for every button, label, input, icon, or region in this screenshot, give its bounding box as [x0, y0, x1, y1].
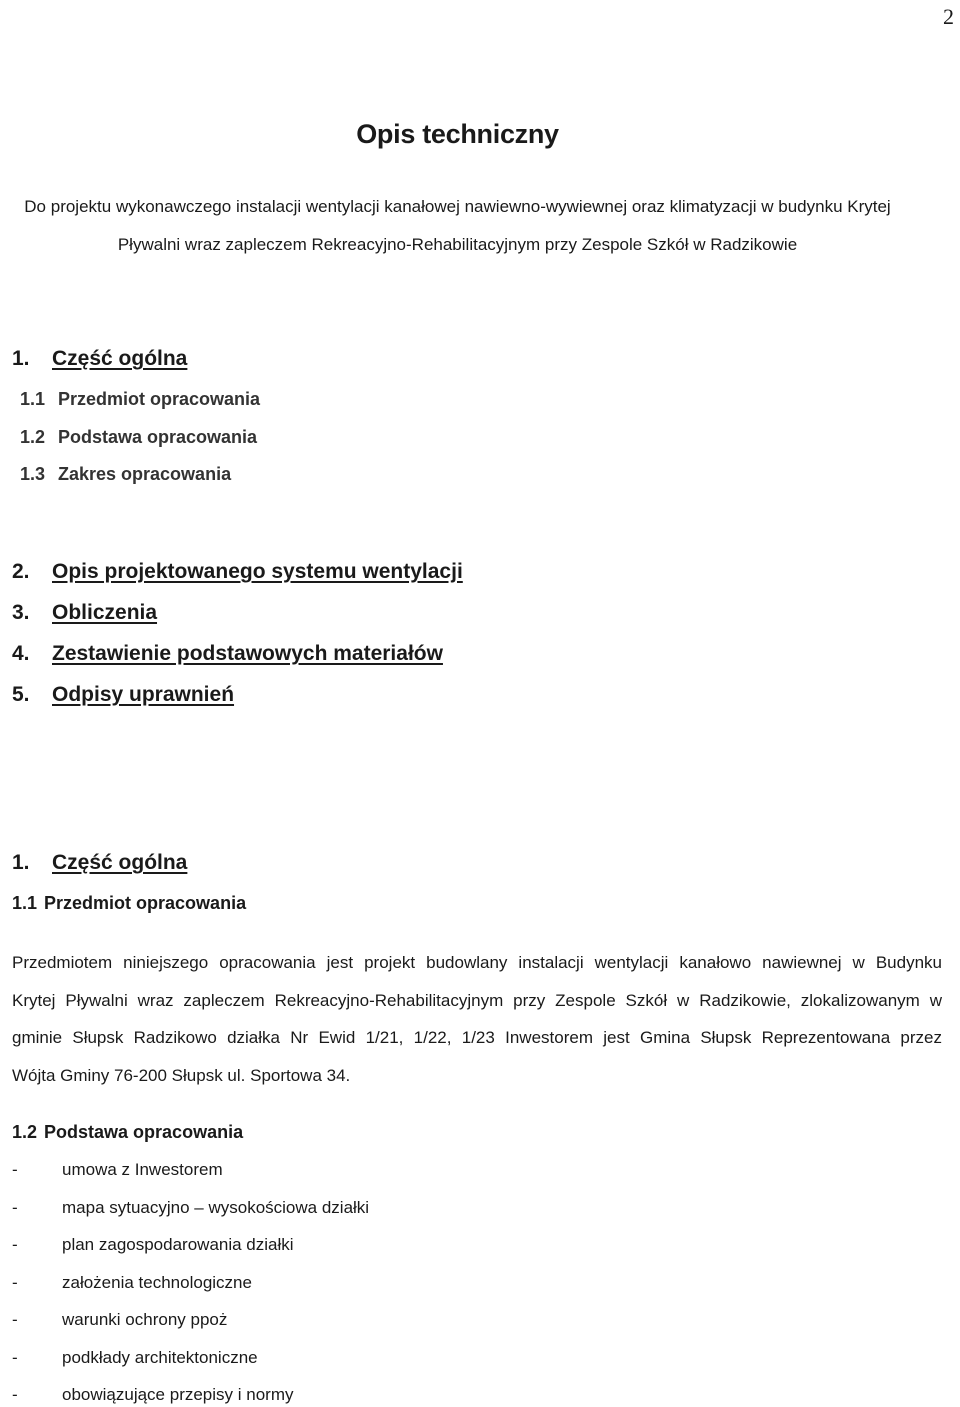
toc-item-label: Przedmiot opracowania	[58, 389, 261, 409]
toc-item-label: Odpisy uprawnień	[52, 683, 235, 706]
toc-item-1-3	[20, 454, 231, 494]
bullet-dash: -	[12, 1385, 18, 1404]
section-title: Podstawa opracowania	[44, 1122, 244, 1142]
list-item	[12, 1226, 294, 1264]
list-item-text: obowiązujące przepisy i normy	[62, 1385, 294, 1404]
toc-item-label: Zestawienie podstawowych materiałów	[52, 642, 443, 665]
intro-paragraph	[0, 188, 915, 264]
section-title: Przedmiot opracowania	[44, 893, 247, 913]
list-item	[12, 1339, 258, 1377]
toc-item-1-2	[20, 417, 257, 457]
intro-line: Do projektu wykonawczego instalacji wentylacji kanałowej nawiewno-wywiewnej oraz klimatyzacji w budynku Krytej	[24, 197, 891, 216]
toc-item-5	[12, 675, 234, 715]
toc-item-label: Część ogólna	[52, 347, 188, 370]
bullet-dash: -	[12, 1272, 18, 1292]
list-item-text: podkłady architektoniczne	[62, 1347, 258, 1367]
paragraph-line: gminie Słupsk Radzikowo działka Nr Ewid 1/21, 1/22, 1/23 Inwestorem jest Gmina Słupsk Reprezentowana przez	[12, 1028, 942, 1047]
section-number: 1.1	[12, 893, 38, 913]
toc-item-1-1	[20, 379, 260, 419]
paragraph-line: Wójta Gminy 76-200 Słupsk ul. Sportowa 34.	[12, 1065, 351, 1085]
paragraph-line: Przedmiotem niniejszego opracowania jest projekt budowlany instalacji wentylacji kanałowo nawiewnej w Budynku	[12, 953, 942, 972]
section-number: 1.2	[12, 1122, 38, 1142]
list-item	[12, 1376, 294, 1407]
toc-item-number: 4.	[12, 642, 30, 665]
toc-item-4	[12, 634, 443, 674]
list-item	[12, 1301, 227, 1339]
section-1-1-paragraph	[12, 944, 942, 1094]
list-item-text: założenia technologiczne	[62, 1272, 252, 1292]
toc-item-label: Zakres opracowania	[58, 464, 232, 484]
toc-item-label: Obliczenia	[52, 601, 158, 624]
list-item-text: plan zagospodarowania działki	[62, 1235, 294, 1254]
toc-item-number: 5.	[12, 683, 30, 706]
bullet-dash: -	[12, 1347, 18, 1367]
section-title: Część ogólna	[52, 851, 188, 874]
section-1-heading	[12, 843, 187, 883]
toc-item-number: 3.	[12, 601, 30, 624]
section-1-1-heading	[12, 884, 246, 922]
toc-item-1	[12, 339, 187, 379]
list-item-text: umowa z Inwestorem	[62, 1160, 223, 1179]
list-item	[12, 1264, 252, 1302]
list-item	[12, 1189, 369, 1227]
section-1-2-heading	[12, 1113, 243, 1151]
bullet-dash: -	[12, 1160, 18, 1179]
page-number: 2	[943, 4, 954, 29]
toc-item-number: 1.	[12, 347, 30, 370]
toc-item-number: 1.3	[20, 464, 46, 484]
toc-item-2	[12, 552, 463, 592]
list-item-text: warunki ochrony ppoż	[62, 1310, 228, 1329]
paragraph-line: Krytej Pływalni wraz zapleczem Rekreacyjno-Rehabilitacyjnym przy Zespole Szkół w Radzikowie, zlokalizowanym w	[12, 990, 942, 1010]
toc-item-label: Opis projektowanego systemu wentylacji	[52, 560, 463, 583]
section-number: 1.	[12, 851, 30, 874]
toc-item-label: Podstawa opracowania	[58, 427, 258, 447]
list-item-text: mapa sytuacyjno – wysokościowa działki	[62, 1197, 370, 1217]
toc-item-3	[12, 593, 157, 633]
toc-item-number: 1.1	[20, 389, 46, 409]
toc-item-number: 2.	[12, 560, 30, 583]
list-item	[12, 1151, 223, 1189]
bullet-dash: -	[12, 1235, 18, 1254]
bullet-dash: -	[12, 1310, 18, 1329]
document-title: Opis techniczny	[356, 119, 559, 149]
intro-line: Pływalni wraz zapleczem Rekreacyjno-Rehabilitacyjnym przy Zespole Szkół w Radzikowie	[117, 235, 798, 254]
bullet-dash: -	[12, 1197, 18, 1217]
toc-item-number: 1.2	[20, 427, 46, 447]
